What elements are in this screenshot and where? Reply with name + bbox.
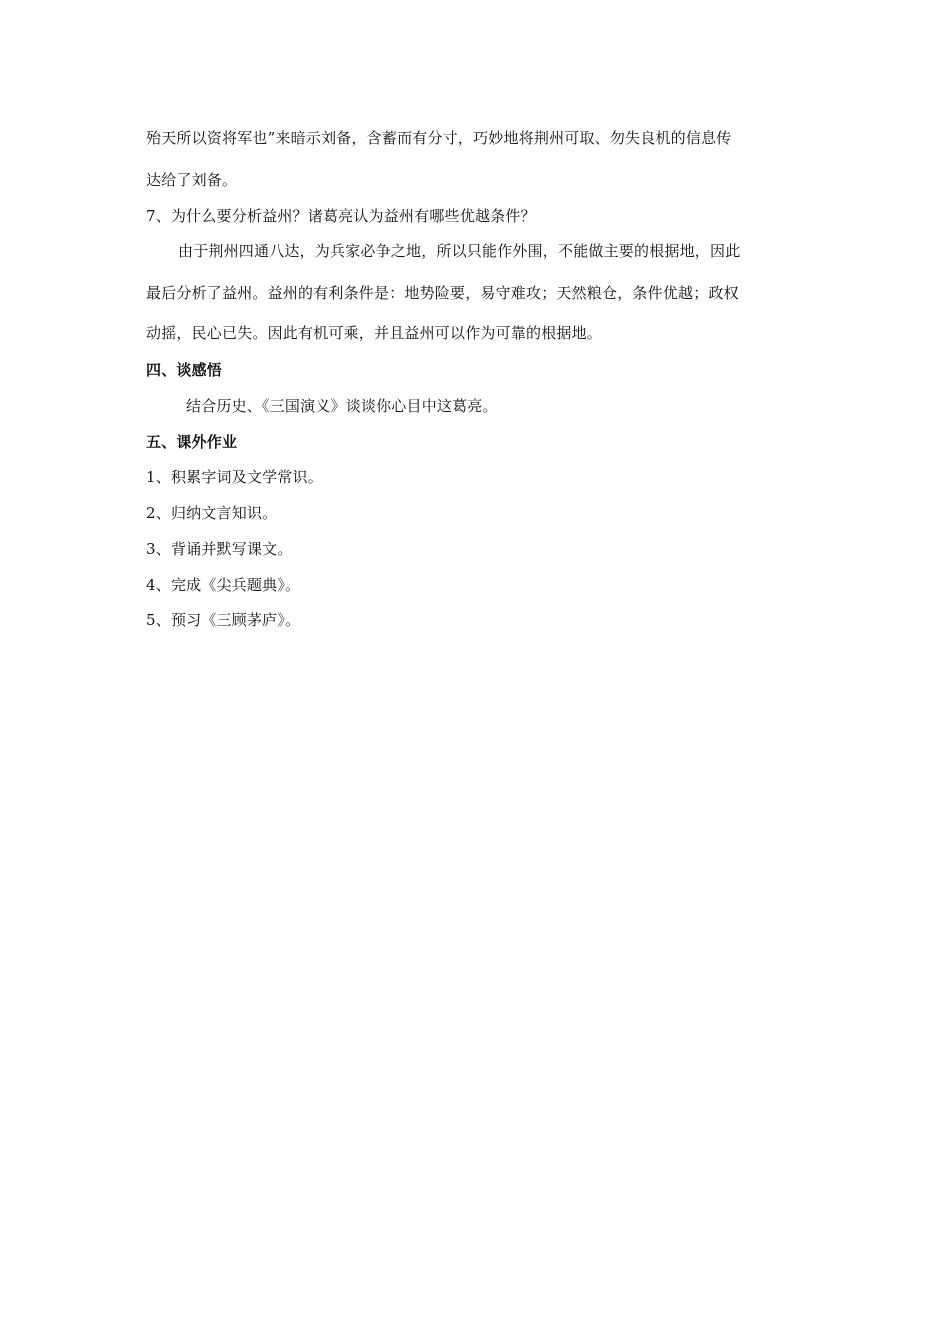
list-item: 1、积累字词及文学常识。: [146, 468, 323, 486]
section-heading: 五、课外作业: [146, 433, 238, 451]
answer-line: 动摇，民心已失。因此有机可乘，并且益州可以作为可靠的根据地。: [146, 324, 603, 342]
list-item: 4、完成《尖兵题典》。: [146, 576, 301, 594]
question-7: 7、为什么要分析益州？诸葛亮认为益州有哪些优越条件？: [146, 207, 536, 225]
list-item: 2、归纳文言知识。: [146, 504, 278, 522]
answer-line: 最后分析了益州。益州的有利条件是：地势险要，易守难攻；天然粮仓，条件优越；政权: [146, 284, 739, 302]
list-item: 3、背诵并默写课文。: [146, 540, 293, 558]
answer-line: 由于荆州四通八达，为兵家必争之地，所以只能作外围，不能做主要的根据地，因此: [178, 242, 741, 260]
paragraph-line: 达给了刘备。: [146, 171, 238, 189]
section-text: 结合历史、《三国演义》谈谈你心目中这葛亮。: [186, 397, 498, 415]
section-heading: 四、谈感悟: [146, 361, 223, 379]
list-item: 5、预习《三顾茅庐》。: [146, 611, 301, 629]
paragraph-line: 殆天所以资将军也”来暗示刘备，含蓄而有分寸，巧妙地将荆州可取、勿失良机的信息传: [146, 129, 732, 147]
